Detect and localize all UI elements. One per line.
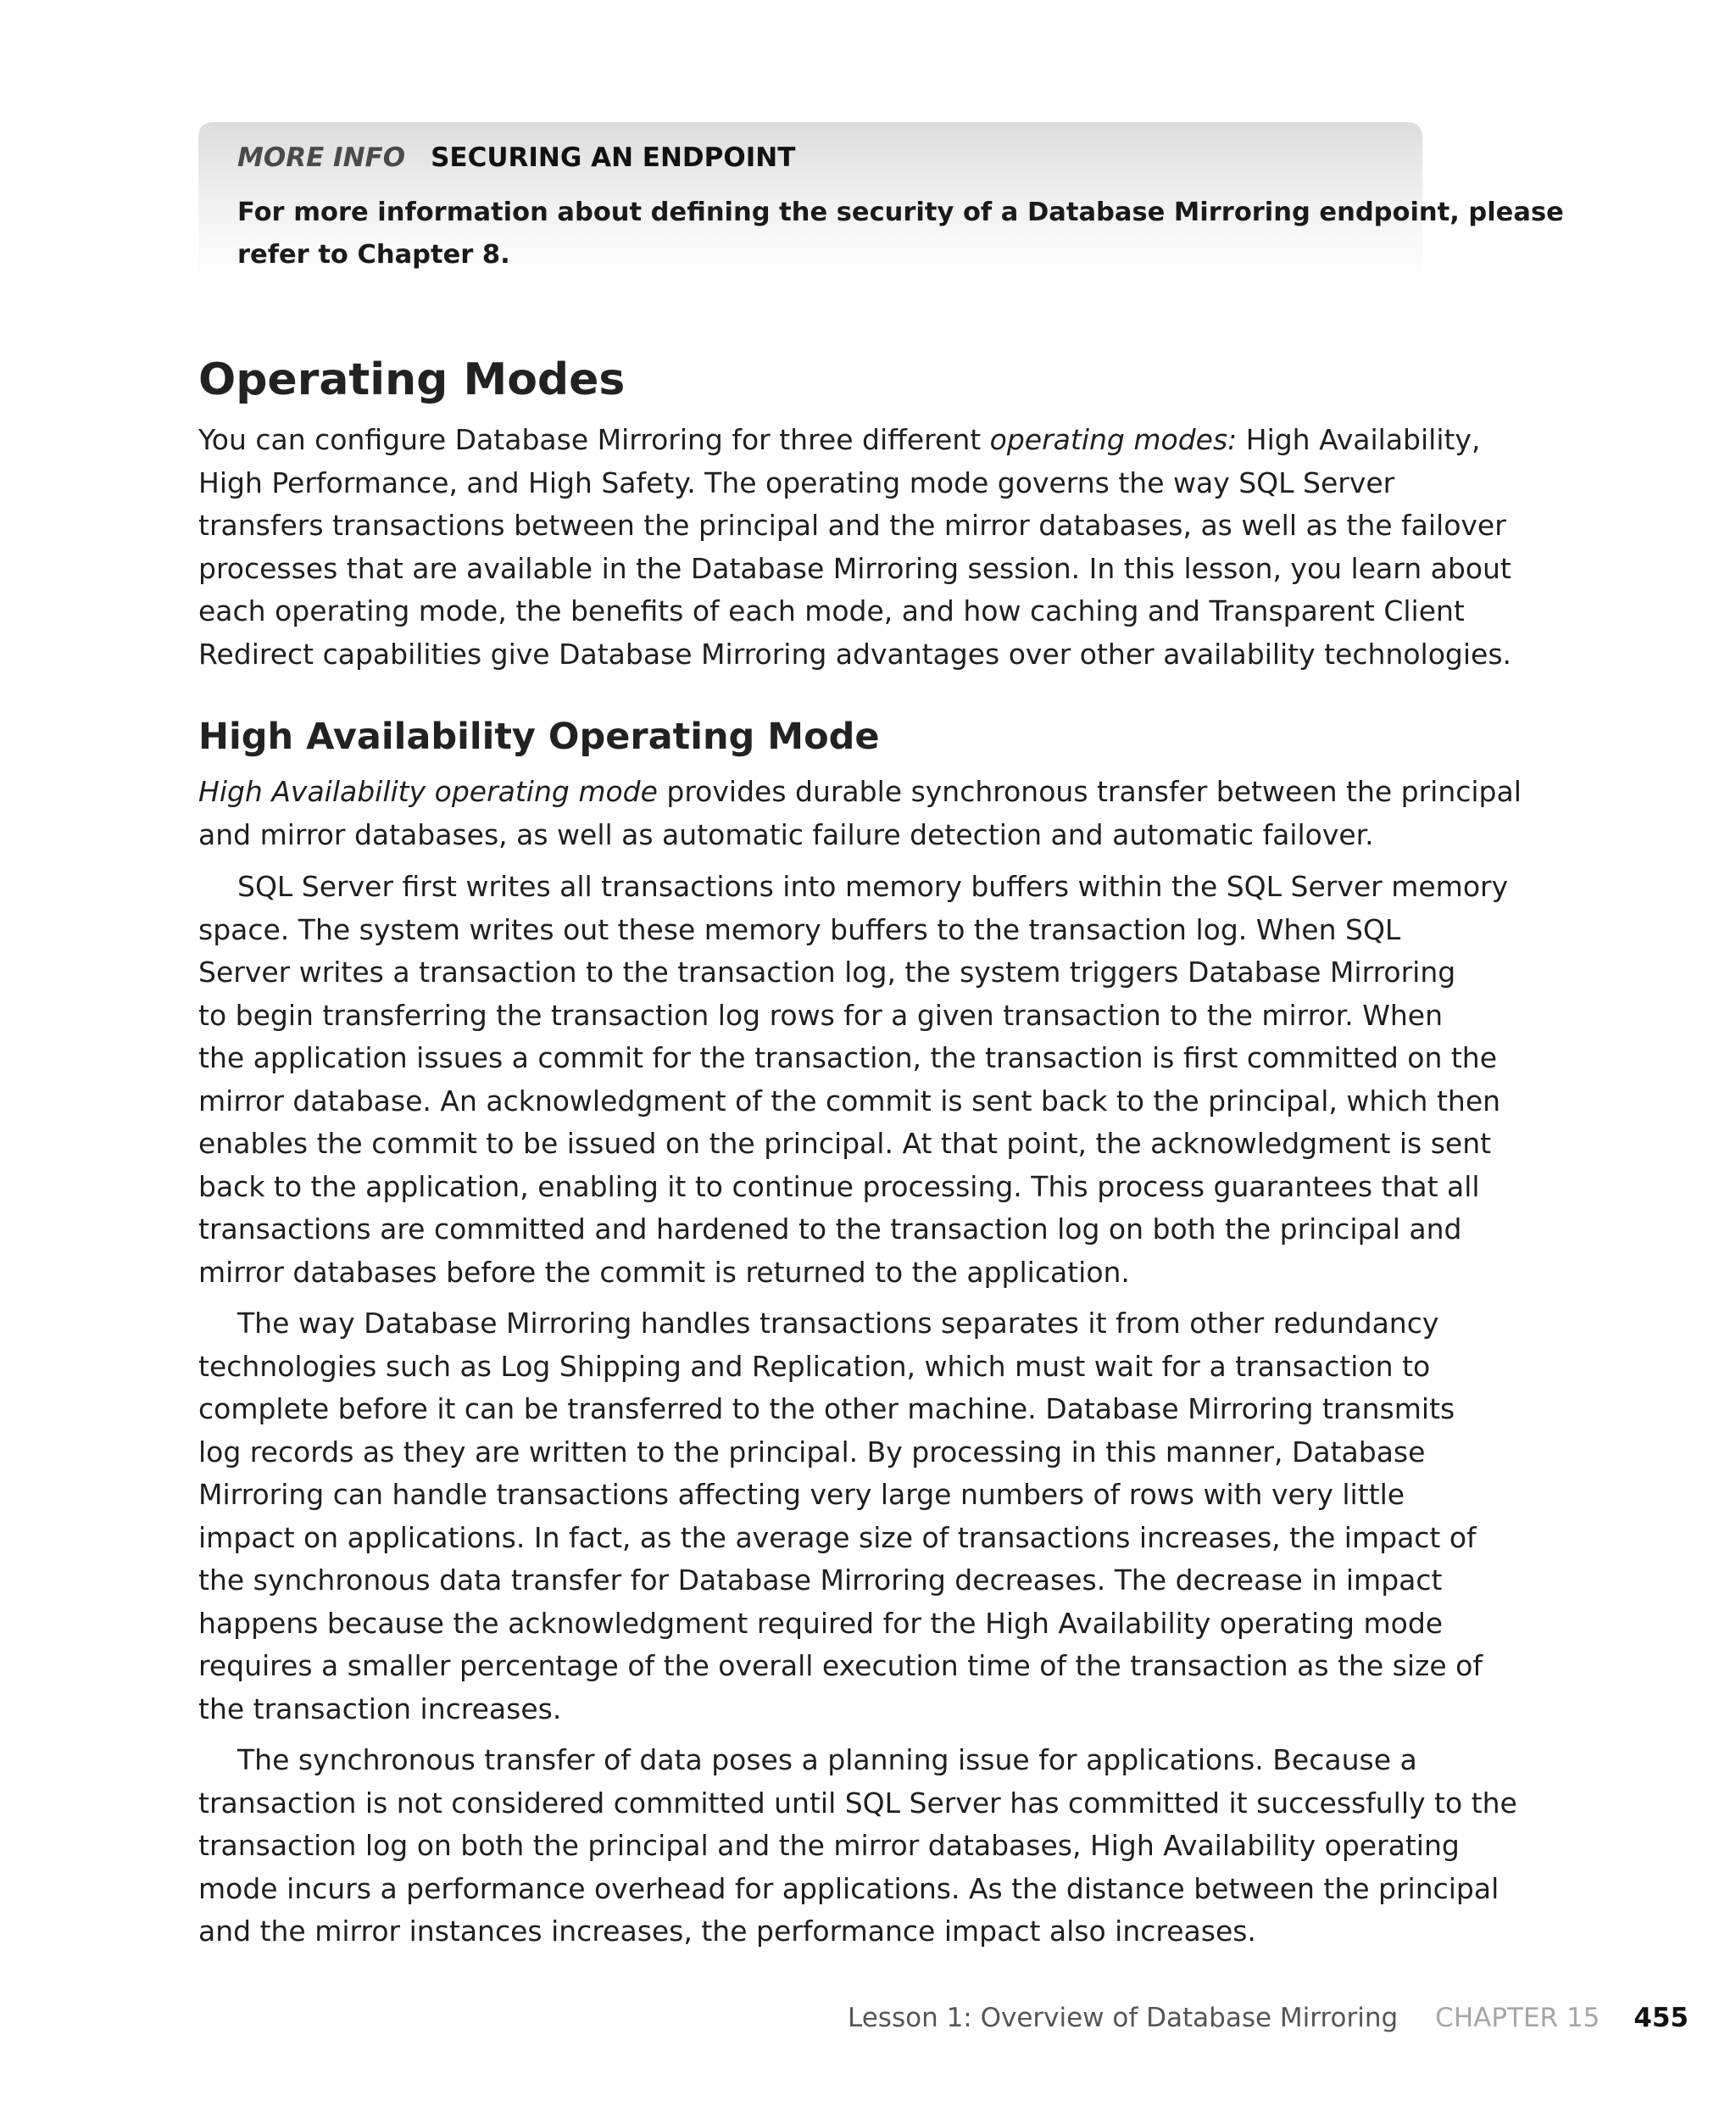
paragraph-line: The synchronous transfer of data poses a planning issue for applications. Because a [237, 1743, 1417, 1776]
paragraph-line: transactions are committed and hardened to the transaction log on both the principal and [198, 1212, 1462, 1246]
page-footer [848, 2003, 1689, 2033]
paragraph-line: processes that are available in the Database Mirroring session. In this lesson, you learn about [198, 551, 1511, 585]
paragraph-line: Server writes a transaction to the transaction log, the system triggers Database Mirroring [198, 956, 1456, 989]
paragraph-line: transfers transactions between the principal and the mirror databases, as well as the failover [198, 509, 1506, 542]
operating-modes-term: operating modes: [989, 423, 1238, 456]
page-number: 455 [1633, 2003, 1689, 2033]
paragraph-line: to begin transferring the transaction log rows for a given transaction to the mirror. When [198, 998, 1443, 1032]
paragraph-line [198, 419, 1481, 462]
footer-lesson: Lesson 1: Overview of Database Mirroring [848, 2003, 1399, 2033]
paragraph-line: happens because the acknowledgment required for the High Availability operating mode [198, 1606, 1444, 1640]
paragraph-line: log records as they are written to the principal. By processing in this manner, Database [198, 1435, 1426, 1469]
paragraph-line: transaction is not considered committed until SQL Server has committed it successfully to the [198, 1786, 1517, 1820]
paragraph-line: impact on applications. In fact, as the average size of transactions increases, the impact of [198, 1520, 1477, 1554]
body-paragraph-2 [198, 866, 1509, 1294]
ha-mode-term: High Availability operating mode [198, 775, 658, 808]
paragraph-line: each operating mode, the benefits of each mode, and how caching and Transparent Client [198, 594, 1465, 627]
intro-text: High Availability, [1237, 423, 1481, 456]
paragraph-line: mirror databases before the commit is returned to the application. [198, 1255, 1130, 1289]
paragraph-line: and the mirror instances increases, the performance impact also increases. [198, 1915, 1256, 1948]
paragraph-line [198, 771, 1522, 814]
more-info-box [198, 122, 1564, 283]
paragraph-line: and mirror databases, as well as automatic failure detection and automatic failover. [198, 817, 1374, 851]
paragraph-line: back to the application, enabling it to continue processing. This process guarantees that all [198, 1169, 1480, 1203]
paragraph-line: complete before it can be transferred to the other machine. Database Mirroring transmits [198, 1392, 1455, 1425]
more-info-heading [237, 142, 795, 173]
more-info-body [237, 192, 1564, 276]
ha-intro-text: provides durable synchronous transfer between the principal [657, 775, 1522, 808]
paragraph-line: Redirect capabilities give Database Mirroring advantages over other availability technologies. [198, 637, 1512, 671]
paragraph-line: Mirroring can handle transactions affecting very large numbers of rows with very little [198, 1478, 1405, 1511]
intro-paragraph [198, 419, 1512, 676]
paragraph-line: mode incurs a performance overhead for applications. As the distance between the principal [198, 1871, 1500, 1905]
subsection-title: High Availability Operating Mode [198, 716, 880, 758]
paragraph-line: SQL Server first writes all transactions into memory buffers within the SQL Server memory [237, 870, 1509, 903]
body-paragraph-4 [198, 1739, 1517, 1954]
intro-text: You can configure Database Mirroring for three different [198, 423, 990, 456]
paragraph-line: the application issues a commit for the transaction, the transaction is first committed on the [198, 1041, 1498, 1074]
paragraph-line: requires a smaller percentage of the overall execution time of the transaction as the size of [198, 1649, 1483, 1682]
paragraph-line: High Performance, and High Safety. The operating mode governs the way SQL Server [198, 465, 1395, 499]
paragraph-line: mirror database. An acknowledgment of the commit is sent back to the principal, which then [198, 1084, 1501, 1118]
paragraph-line: enables the commit to be issued on the principal. At that point, the acknowledgment is sent [198, 1127, 1492, 1160]
more-info-tag: MORE INFO [237, 142, 406, 173]
paragraph-line: space. The system writes out these memory buffers to the transaction log. When SQL [198, 912, 1401, 946]
more-info-line: refer to Chapter 8. [237, 240, 510, 270]
ha-intro-paragraph [198, 771, 1522, 856]
paragraph-line: the transaction increases. [198, 1692, 562, 1725]
paragraph-line: technologies such as Log Shipping and Replication, which must wait for a transaction to [198, 1349, 1431, 1383]
more-info-line: For more information about defining the security of a Database Mirroring endpoint, please [237, 198, 1564, 227]
section-title: Operating Modes [198, 354, 626, 405]
body-paragraph-3 [198, 1302, 1483, 1731]
footer-chapter: CHAPTER 15 [1435, 2003, 1600, 2033]
more-info-title: SECURING AN ENDPOINT [431, 142, 796, 173]
paragraph-line: transaction log on both the principal and the mirror databases, High Availability operating [198, 1829, 1460, 1862]
paragraph-line: The way Database Mirroring handles transactions separates it from other redundancy [237, 1307, 1439, 1340]
paragraph-line: the synchronous data transfer for Database Mirroring decreases. The decrease in impact [198, 1563, 1443, 1597]
